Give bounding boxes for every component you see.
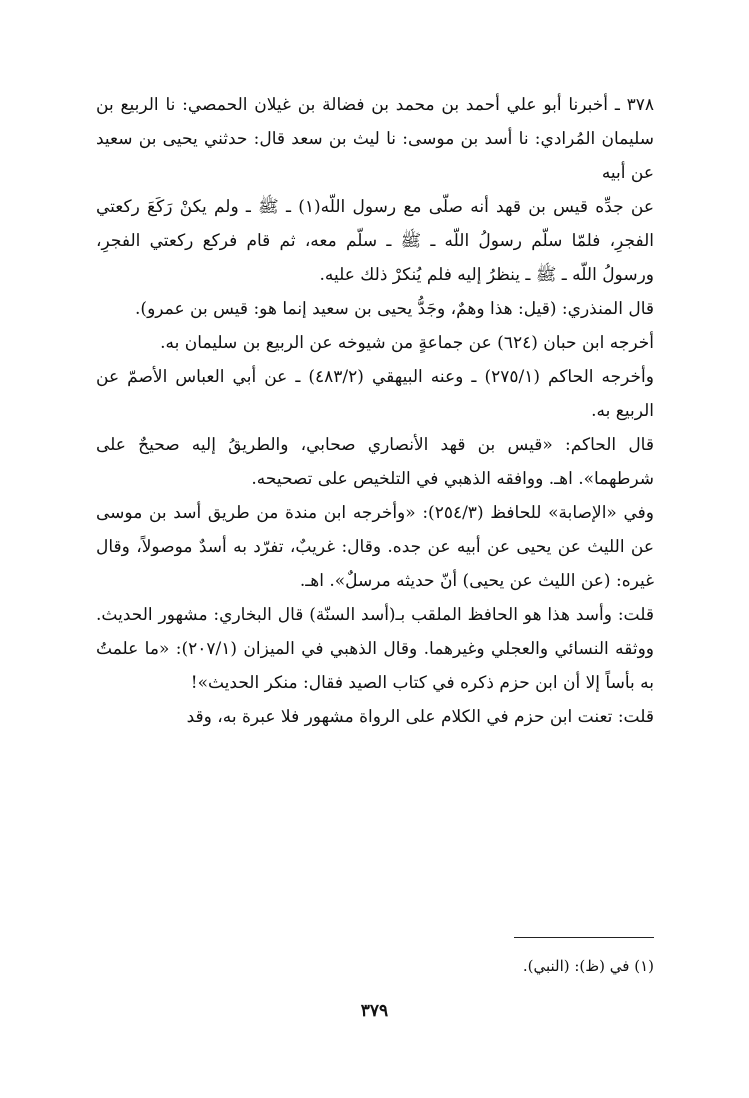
main-text [96, 88, 654, 734]
paragraph-mundhiri: قال المنذري: (قيل: هذا وهمٌ، وجَدُّ يحيى بن سعيد إنما هو: قيس بن عمرو). [135, 299, 654, 319]
paragraph-hadith-text: عن جدِّه قيس بن قهد أنه صلّى مع رسول اللّه(١) ـ ﷺ ـ ولم يكنْ رَكَعَ ركعتي الفجرِ، فلمّا سلّم رسولُ اللّه ـ ﷺ ـ سلّم معه، ثم قام فركع ركعتي الفجرِ، ورسولُ اللّه ـ ﷺ ـ ينظرُ إليه فلم يُنكرْ ذلك عليه. [96, 197, 654, 285]
paragraph-hakim-grading: قال الحاكم: «قيس بن قهد الأنصاري صحابي، والطريقُ إليه صحيحٌ على شرطهما». اهـ. ووافقه الذهبي في التلخيص على تصحيحه. [96, 435, 654, 489]
paragraph-hakim: وأخرجه الحاكم (٢٧٥/١) ـ وعنه البيهقي (٤٨٣/٢) ـ عن أبي العباس الأصمّ عن الربيع به. [96, 367, 654, 421]
paragraph-asad: قلت: وأسد هذا هو الحافظ الملقب بـ(أسد السنّة) قال البخاري: مشهور الحديث. ووثقه النسائي والعجلي وغيرهما. وقال الذهبي في الميزان (٢٠٧/١): «ما علمتُ به بأساً إلا أن ابن حزم ذكره في كتاب الصيد فقال: منكر الحديث»! [96, 605, 654, 693]
paragraph-hadith-378: ٣٧٨ ـ أخبرنا أبو علي أحمد بن محمد بن فضالة بن غيلان الحمصي: نا الربيع بن سليمان المُرادي: نا أسد بن موسى: نا ليث بن سعد قال: حدثني يحيى بن سعيد عن أبيه [96, 95, 654, 183]
footnote-divider [514, 937, 654, 938]
page-number: ٣٧٩ [360, 1001, 389, 1021]
paragraph-isaba: وفي «الإصابة» للحافظ (٢٥٤/٣): «وأخرجه ابن مندة من طريق أسد بن موسى عن الليث عن يحيى عن أبيه عن جده. وقال: غريبٌ، تفرّد به أسدٌ موصولاً، وقال غيره: (عن الليث عن يحيى) أنّ حديثه مرسلٌ». اهـ. [96, 503, 654, 591]
paragraph-ibn-hazm: قلت: تعنت ابن حزم في الكلام على الرواة مشهور فلا عبرة به، وقد [186, 707, 654, 727]
footnote: (١) في (ظ): (النبي). [522, 957, 654, 975]
paragraph-ibn-hibban: أخرجه ابن حبان (٦٢٤) عن جماعةٍ من شيوخه عن الربيع بن سليمان به. [160, 333, 654, 353]
